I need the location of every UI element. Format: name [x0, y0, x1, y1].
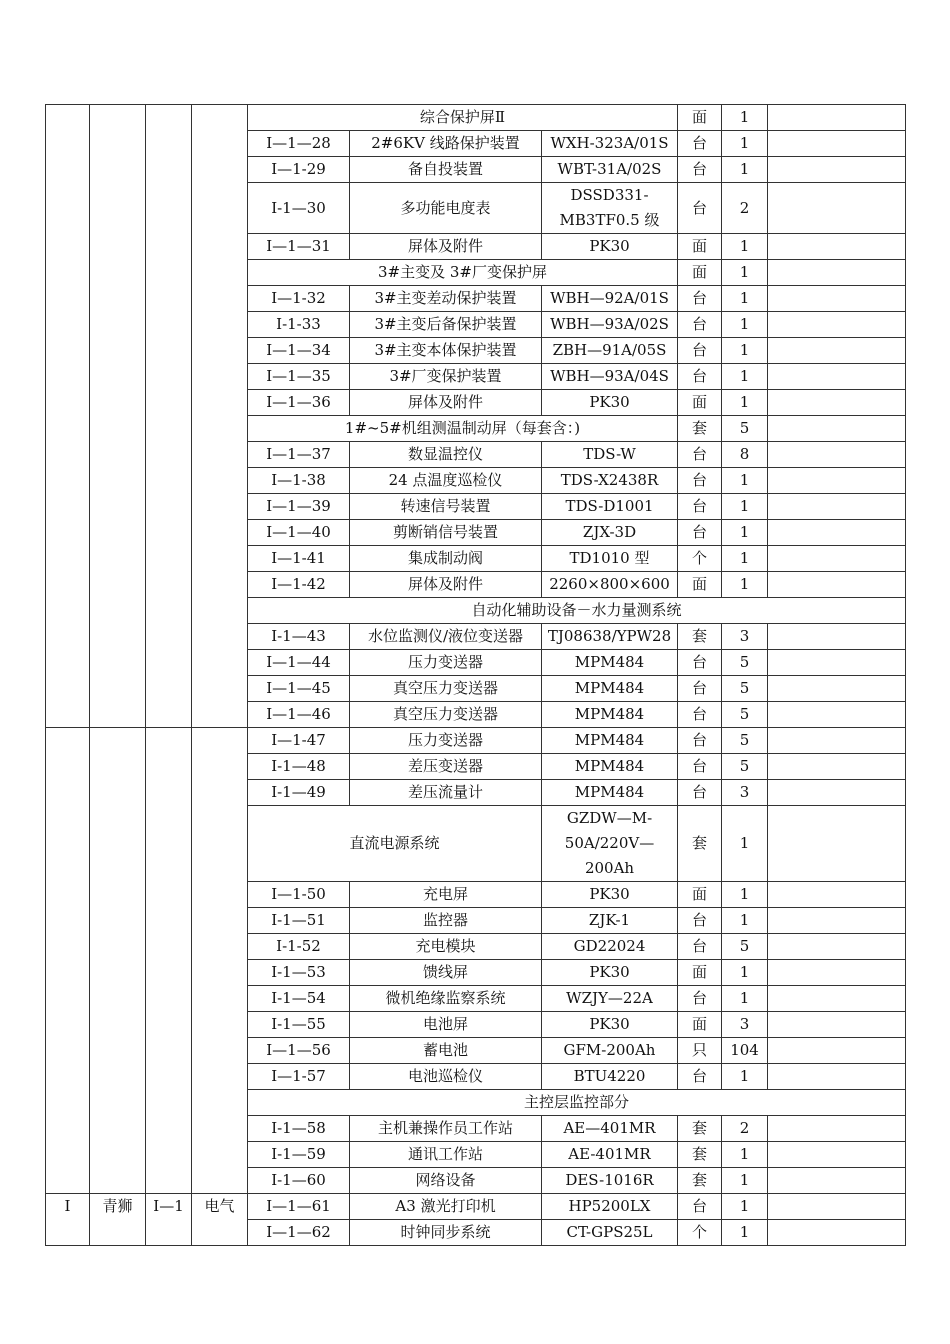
item-name: 电池巡检仪	[350, 1064, 542, 1090]
item-model: MPM484	[542, 676, 678, 702]
item-remark	[768, 260, 906, 286]
item-unit: 台	[678, 986, 722, 1012]
system-title: 直流电源系统	[248, 806, 542, 882]
item-qty: 3	[722, 780, 768, 806]
item-name: 剪断销信号装置	[350, 520, 542, 546]
item-code: I—1—34	[248, 338, 350, 364]
item-qty: 8	[722, 442, 768, 468]
item-remark	[768, 1038, 906, 1064]
item-code: I—1-42	[248, 572, 350, 598]
item-remark	[768, 390, 906, 416]
item-code: I—1—28	[248, 131, 350, 157]
item-name: 时钟同步系统	[350, 1220, 542, 1246]
item-name: 2#6KV 线路保护装置	[350, 131, 542, 157]
table-row	[46, 728, 906, 754]
item-code: I-1—55	[248, 1012, 350, 1038]
item-model: HP5200LX	[542, 1194, 678, 1220]
item-qty: 1	[722, 1168, 768, 1194]
item-remark	[768, 1142, 906, 1168]
item-remark	[768, 934, 906, 960]
item-unit: 个	[678, 546, 722, 572]
item-name: 网络设备	[350, 1168, 542, 1194]
item-unit: 台	[678, 183, 722, 234]
item-name: 充电屏	[350, 882, 542, 908]
item-code: I—1-38	[248, 468, 350, 494]
item-remark	[768, 650, 906, 676]
item-qty: 1	[722, 908, 768, 934]
item-qty: 1	[722, 338, 768, 364]
item-code: I—1-47	[248, 728, 350, 754]
item-code: I—1-41	[248, 546, 350, 572]
item-name: 屏体及附件	[350, 572, 542, 598]
item-model: WBT-31A/02S	[542, 157, 678, 183]
item-name: 3#主变后备保护装置	[350, 312, 542, 338]
item-qty: 1	[722, 572, 768, 598]
item-qty: 1	[722, 131, 768, 157]
item-code: I—1—37	[248, 442, 350, 468]
item-model: PK30	[542, 234, 678, 260]
item-qty: 5	[722, 702, 768, 728]
item-qty: 1	[722, 468, 768, 494]
item-remark	[768, 1116, 906, 1142]
item-qty: 1	[722, 286, 768, 312]
item-qty: 1	[722, 390, 768, 416]
item-model: 2260×800×600	[542, 572, 678, 598]
item-model: MPM484	[542, 780, 678, 806]
item-remark	[768, 702, 906, 728]
item-model: TD1010 型	[542, 546, 678, 572]
item-name: 差压流量计	[350, 780, 542, 806]
item-name: 真空压力变送器	[350, 676, 542, 702]
item-model: GZDW—M-50A/220V—200Ah	[542, 806, 678, 882]
item-qty: 1	[722, 1064, 768, 1090]
item-model: TDS-X2438R	[542, 468, 678, 494]
item-qty: 1	[722, 260, 768, 286]
item-name: 转速信号装置	[350, 494, 542, 520]
item-model: AE-401MR	[542, 1142, 678, 1168]
item-unit: 面	[678, 882, 722, 908]
item-name: 充电模块	[350, 934, 542, 960]
item-name: 集成制动阀	[350, 546, 542, 572]
item-name: 主机兼操作员工作站	[350, 1116, 542, 1142]
item-code: I-1-52	[248, 934, 350, 960]
item-code: I—1—46	[248, 702, 350, 728]
item-code: I-1—30	[248, 183, 350, 234]
item-remark	[768, 494, 906, 520]
item-remark	[768, 572, 906, 598]
item-qty: 104	[722, 1038, 768, 1064]
blank-lead-cell	[46, 728, 90, 1194]
item-code: I—1—35	[248, 364, 350, 390]
item-unit: 台	[678, 468, 722, 494]
item-code: I—1—62	[248, 1220, 350, 1246]
item-name: 3#厂变保护装置	[350, 364, 542, 390]
item-code: I—1—40	[248, 520, 350, 546]
item-unit: 台	[678, 650, 722, 676]
item-remark	[768, 1064, 906, 1090]
item-unit: 套	[678, 1116, 722, 1142]
item-qty: 5	[722, 650, 768, 676]
item-qty: 1	[722, 105, 768, 131]
item-name: 3#主变本体保护装置	[350, 338, 542, 364]
lead-station-cell: 青狮	[90, 1194, 146, 1246]
lead-code-cell: I—1	[146, 1194, 192, 1246]
item-code: I-1—53	[248, 960, 350, 986]
blank-lead-cell	[46, 105, 90, 728]
item-qty: 1	[722, 1142, 768, 1168]
item-unit: 只	[678, 1038, 722, 1064]
group-title: 综合保护屏Ⅱ	[248, 105, 678, 131]
item-remark	[768, 908, 906, 934]
item-model: WZJY—22A	[542, 986, 678, 1012]
blank-lead-cell	[146, 105, 192, 728]
item-code: I—1—31	[248, 234, 350, 260]
item-code: I-1—51	[248, 908, 350, 934]
item-remark	[768, 1194, 906, 1220]
item-qty: 2	[722, 183, 768, 234]
item-remark	[768, 234, 906, 260]
item-model: PK30	[542, 1012, 678, 1038]
section-title: 自动化辅助设备－水力量测系统	[248, 598, 906, 624]
item-remark	[768, 157, 906, 183]
item-unit: 套	[678, 624, 722, 650]
item-unit: 面	[678, 234, 722, 260]
item-code: I—1—44	[248, 650, 350, 676]
item-remark	[768, 416, 906, 442]
item-remark	[768, 882, 906, 908]
item-remark	[768, 468, 906, 494]
table-row	[46, 105, 906, 131]
item-name: 馈线屏	[350, 960, 542, 986]
item-model: DES-1016R	[542, 1168, 678, 1194]
blank-lead-cell	[146, 728, 192, 1194]
item-unit: 台	[678, 908, 722, 934]
item-unit: 台	[678, 157, 722, 183]
item-remark	[768, 806, 906, 882]
item-code: I—1—56	[248, 1038, 350, 1064]
item-remark	[768, 1012, 906, 1038]
item-model: WXH-323A/01S	[542, 131, 678, 157]
item-model: MPM484	[542, 754, 678, 780]
item-code: I—1—36	[248, 390, 350, 416]
item-model: BTU4220	[542, 1064, 678, 1090]
item-qty: 3	[722, 624, 768, 650]
item-remark	[768, 131, 906, 157]
lead-category-cell: 电气	[192, 1194, 248, 1246]
item-qty: 5	[722, 728, 768, 754]
item-name: 真空压力变送器	[350, 702, 542, 728]
item-model: WBH—93A/04S	[542, 364, 678, 390]
item-code: I—1—61	[248, 1194, 350, 1220]
item-qty: 1	[722, 986, 768, 1012]
blank-lead-cell	[90, 105, 146, 728]
item-name: 压力变送器	[350, 650, 542, 676]
item-model: WBH—92A/01S	[542, 286, 678, 312]
item-remark	[768, 105, 906, 131]
item-model: ZBH—91A/05S	[542, 338, 678, 364]
item-remark	[768, 676, 906, 702]
item-unit: 套	[678, 1168, 722, 1194]
item-model: GD22024	[542, 934, 678, 960]
item-remark	[768, 960, 906, 986]
item-unit: 面	[678, 390, 722, 416]
item-code: I-1—60	[248, 1168, 350, 1194]
item-unit: 面	[678, 105, 722, 131]
item-remark	[768, 183, 906, 234]
item-code: I—1—45	[248, 676, 350, 702]
item-model: PK30	[542, 390, 678, 416]
item-remark	[768, 312, 906, 338]
item-unit: 面	[678, 260, 722, 286]
item-model: CT-GPS25L	[542, 1220, 678, 1246]
item-code: I-1—48	[248, 754, 350, 780]
item-unit: 台	[678, 364, 722, 390]
item-unit: 台	[678, 131, 722, 157]
item-model: GFM-200Ah	[542, 1038, 678, 1064]
item-name: 3#主变差动保护装置	[350, 286, 542, 312]
item-name: 监控器	[350, 908, 542, 934]
item-model: DSSD331-MB3TF0.5 级	[542, 183, 678, 234]
item-unit: 套	[678, 806, 722, 882]
item-name: 微机绝缘监察系统	[350, 986, 542, 1012]
item-name: 电池屏	[350, 1012, 542, 1038]
item-unit: 套	[678, 1142, 722, 1168]
item-qty: 3	[722, 1012, 768, 1038]
item-qty: 1	[722, 157, 768, 183]
item-remark	[768, 1220, 906, 1246]
item-name: 备自投装置	[350, 157, 542, 183]
equipment-table-body	[46, 105, 906, 1246]
item-remark	[768, 780, 906, 806]
blank-lead-cell	[192, 728, 248, 1194]
item-model: MPM484	[542, 728, 678, 754]
item-unit: 台	[678, 494, 722, 520]
section-title: 主控层监控部分	[248, 1090, 906, 1116]
item-qty: 5	[722, 754, 768, 780]
item-qty: 1	[722, 1220, 768, 1246]
item-name: 差压变送器	[350, 754, 542, 780]
item-model: MPM484	[542, 650, 678, 676]
item-unit: 面	[678, 1012, 722, 1038]
item-code: I—1-50	[248, 882, 350, 908]
item-model: AE—401MR	[542, 1116, 678, 1142]
item-model: TDS-D1001	[542, 494, 678, 520]
item-unit: 台	[678, 934, 722, 960]
item-qty: 1	[722, 1194, 768, 1220]
item-name: 多功能电度表	[350, 183, 542, 234]
item-remark	[768, 986, 906, 1012]
item-model: WBH—93A/02S	[542, 312, 678, 338]
item-qty: 1	[722, 494, 768, 520]
item-remark	[768, 624, 906, 650]
blank-lead-cell	[90, 728, 146, 1194]
item-unit: 台	[678, 676, 722, 702]
item-unit: 台	[678, 442, 722, 468]
item-qty: 5	[722, 416, 768, 442]
item-code: I-1—59	[248, 1142, 350, 1168]
item-name: A3 激光打印机	[350, 1194, 542, 1220]
item-model: PK30	[542, 960, 678, 986]
item-code: I—1-57	[248, 1064, 350, 1090]
item-unit: 台	[678, 702, 722, 728]
item-name: 通讯工作站	[350, 1142, 542, 1168]
item-remark	[768, 546, 906, 572]
item-remark	[768, 442, 906, 468]
item-unit: 台	[678, 780, 722, 806]
item-unit: 台	[678, 312, 722, 338]
item-qty: 5	[722, 934, 768, 960]
item-qty: 1	[722, 312, 768, 338]
blank-lead-cell	[192, 105, 248, 728]
item-model: ZJX-3D	[542, 520, 678, 546]
item-code: I-1—54	[248, 986, 350, 1012]
item-remark	[768, 754, 906, 780]
item-unit: 台	[678, 286, 722, 312]
item-qty: 1	[722, 234, 768, 260]
item-unit: 个	[678, 1220, 722, 1246]
item-name: 数显温控仪	[350, 442, 542, 468]
item-qty: 1	[722, 806, 768, 882]
item-qty: 2	[722, 1116, 768, 1142]
item-name: 蓄电池	[350, 1038, 542, 1064]
item-name: 压力变送器	[350, 728, 542, 754]
group-title: 3#主变及 3#厂变保护屏	[248, 260, 678, 286]
item-remark	[768, 1168, 906, 1194]
item-unit: 台	[678, 754, 722, 780]
item-name: 水位监测仪/液位变送器	[350, 624, 542, 650]
item-code: I—1—39	[248, 494, 350, 520]
lead-level-cell: I	[46, 1194, 90, 1246]
item-code: I-1—43	[248, 624, 350, 650]
item-remark	[768, 286, 906, 312]
item-qty: 1	[722, 364, 768, 390]
item-code: I-1—58	[248, 1116, 350, 1142]
table-row	[46, 1194, 906, 1220]
item-unit: 台	[678, 728, 722, 754]
item-qty: 1	[722, 960, 768, 986]
item-unit: 台	[678, 520, 722, 546]
item-unit: 台	[678, 1194, 722, 1220]
equipment-table	[45, 104, 906, 1246]
item-unit: 台	[678, 338, 722, 364]
item-remark	[768, 728, 906, 754]
item-code: I—1-29	[248, 157, 350, 183]
item-model: PK30	[542, 882, 678, 908]
item-name: 屏体及附件	[350, 234, 542, 260]
item-unit: 套	[678, 416, 722, 442]
item-code: I-1-33	[248, 312, 350, 338]
item-name: 24 点温度巡检仪	[350, 468, 542, 494]
item-qty: 5	[722, 676, 768, 702]
group-title: 1#~5#机组测温制动屏（每套含：)	[248, 416, 678, 442]
item-qty: 1	[722, 882, 768, 908]
item-remark	[768, 364, 906, 390]
item-qty: 1	[722, 546, 768, 572]
item-remark	[768, 338, 906, 364]
item-model: MPM484	[542, 702, 678, 728]
item-name: 屏体及附件	[350, 390, 542, 416]
item-unit: 台	[678, 1064, 722, 1090]
item-model: TDS-W	[542, 442, 678, 468]
item-unit: 面	[678, 960, 722, 986]
item-code: I—1-32	[248, 286, 350, 312]
item-remark	[768, 520, 906, 546]
item-qty: 1	[722, 520, 768, 546]
item-code: I-1—49	[248, 780, 350, 806]
item-model: TJ08638/YPW28	[542, 624, 678, 650]
item-unit: 面	[678, 572, 722, 598]
item-model: ZJK-1	[542, 908, 678, 934]
